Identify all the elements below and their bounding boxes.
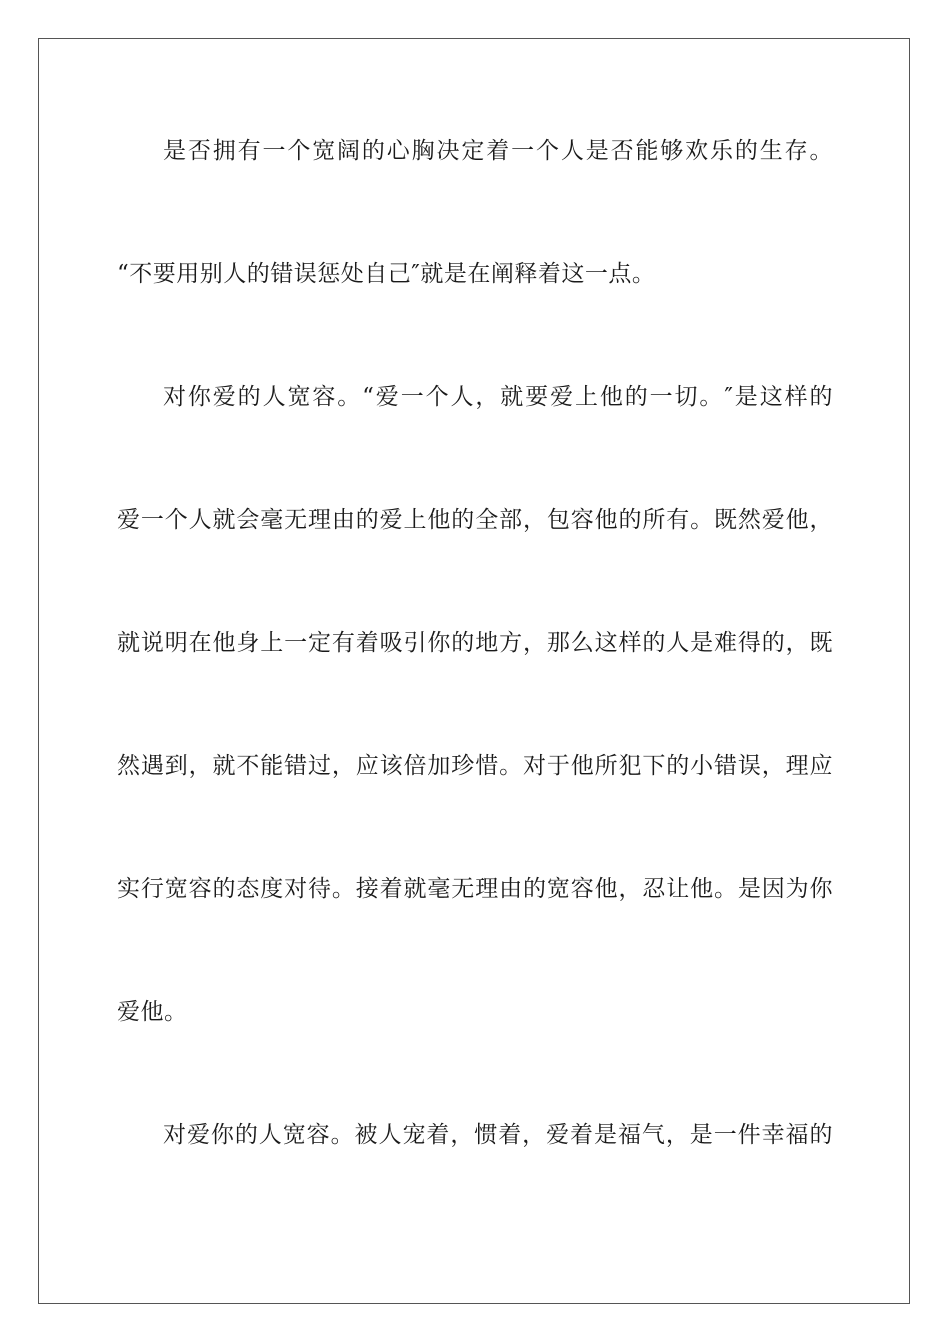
paragraph-1-line-2: “不要用别人的错误惩处自己″就是在阐释着这一点。 <box>117 261 656 287</box>
paragraph-2-line-1: 对你爱的人宽容。“爱一个人，就要爱上他的一切。″是这样的 <box>163 384 833 410</box>
page-border <box>38 38 910 1304</box>
paragraph-2-line-6: 爱他。 <box>117 999 188 1025</box>
paragraph-2-line-3: 就说明在他身上一定有着吸引你的地方，那么这样的人是难得的，既 <box>117 630 833 656</box>
paragraph-2-line-4: 然遇到，就不能错过，应该倍加珍惜。对于他所犯下的小错误，理应 <box>117 753 833 779</box>
paragraph-2-line-2: 爱一个人就会毫无理由的爱上他的全部，包容他的所有。既然爱他， <box>117 507 833 533</box>
paragraph-3-line-1: 对爱你的人宽容。被人宠着，惯着，爱着是福气，是一件幸福的 <box>163 1122 833 1148</box>
paragraph-2-line-5: 实行宽容的态度对待。接着就毫无理由的宽容他，忍让他。是因为你 <box>117 876 833 902</box>
paragraph-1-line-1: 是否拥有一个宽阔的心胸决定着一个人是否能够欢乐的生存。 <box>163 138 833 164</box>
